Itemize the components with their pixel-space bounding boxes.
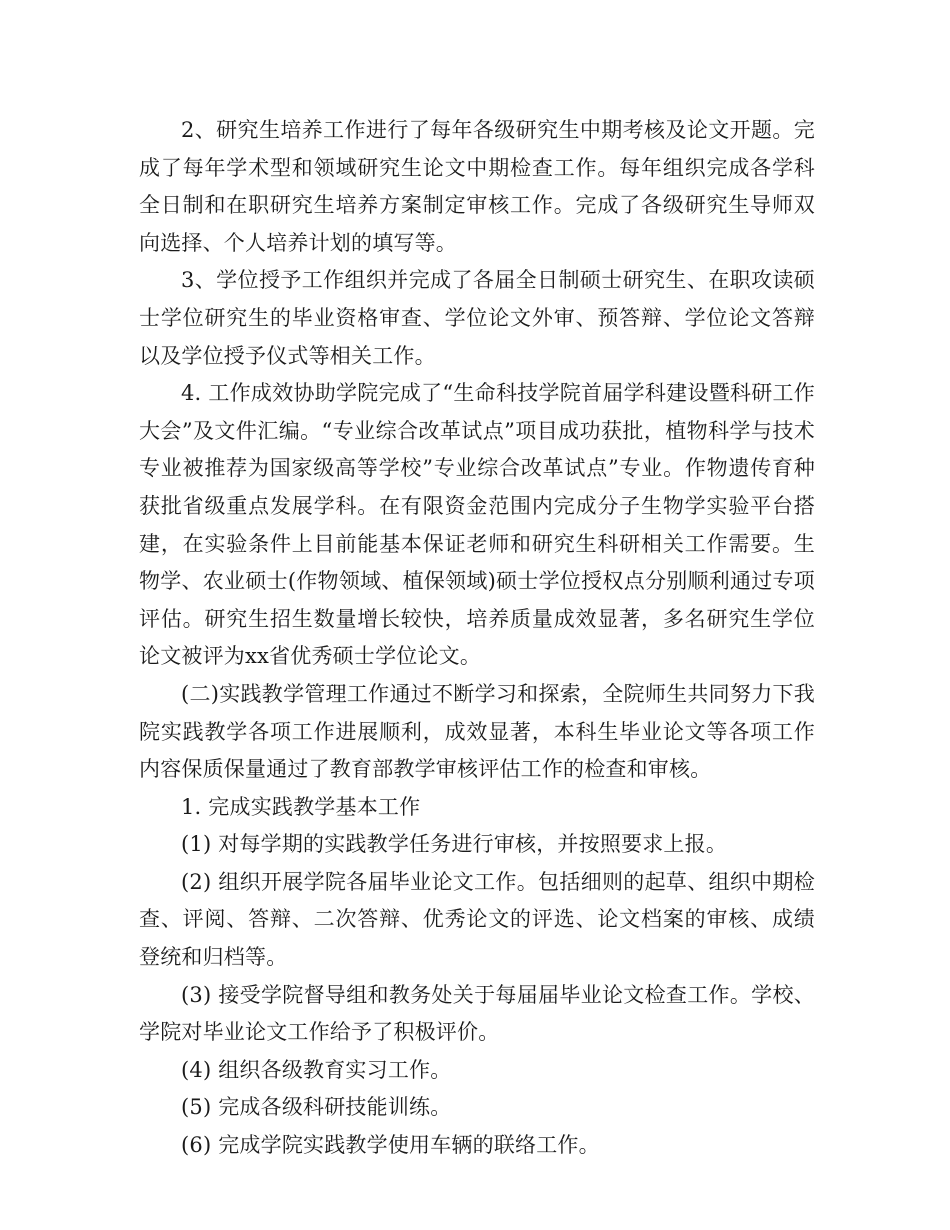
list-item-5: (5) 完成各级科研技能训练。 bbox=[181, 1095, 452, 1120]
list-item-6: (6) 完成学院实践教学使用车辆的联络工作。 bbox=[181, 1133, 600, 1158]
list-item-3: (3) 接受学院督导组和教务处关于每届届毕业论文检查工作。学校、学院对毕业论文工作给予了积极评价。 bbox=[139, 982, 815, 1045]
paragraph-basic-practice-work: 1. 完成实践教学基本工作 bbox=[181, 794, 421, 819]
list-item-1: (1) 对每学期的实践教学任务进行审核，并按照要求上报。 bbox=[181, 832, 728, 857]
document-body bbox=[139, 112, 815, 1165]
paragraph-degree-conferral: 3、学位授予工作组织并完成了各届全日制硕士研究生、在职攻读硕士学位研究生的毕业资格审查、学位论文外审、预答辩、学位论文答辩以及学位授予仪式等相关工作。 bbox=[139, 268, 815, 368]
list-item-2: (2) 组织开展学院各届毕业论文工作。包括细则的起草、组织中期检查、评阅、答辩、二次答辩、优秀论文的评选、论文档案的审核、成绩登统和归档等。 bbox=[139, 869, 815, 970]
paragraph-postgraduate-training: 2、研究生培养工作进行了每年各级研究生中期考核及论文开题。完成了每年学术型和领域研究生论文中期检查工作。每年组织完成各学科全日制和在职研究生培养方案制定审核工作。完成了各级研究生导师双向选择、个人培养计划的填写等。 bbox=[139, 118, 815, 255]
paragraph-work-results: 4. 工作成效协助学院完成了“生命科技学院首届学科建设暨科研工作大会”及文件汇编。“专业综合改革试点”项目成功获批，植物科学与技术专业被推荐为国家级高等学校”专业综合改革试点”专业。作物遗传育种获批省级重点发展学科。在有限资金范围内完成分子生物学实验平台搭建，在实验条件上目前能基本保证老师和研究生科研相关工作需要。生物学、农业硕士(作物领域、植保领域)硕士学位授权点分别顺利通过专项评估。研究生招生数量增长较快，培养质量成效显著，多名研究生学位论文被评为xx省优秀硕士学位论文。 bbox=[139, 381, 815, 669]
list-item-4: (4) 组织各级教育实习工作。 bbox=[181, 1057, 452, 1082]
paragraph-practice-teaching-management: (二)实践教学管理工作通过不断学习和探索，全院师生共同努力下我院实践教学各项工作进展顺利，成效显著，本科生毕业论文等各项工作内容保质保量通过了教育部教学审核评估工作的检查和审核。 bbox=[139, 681, 815, 782]
